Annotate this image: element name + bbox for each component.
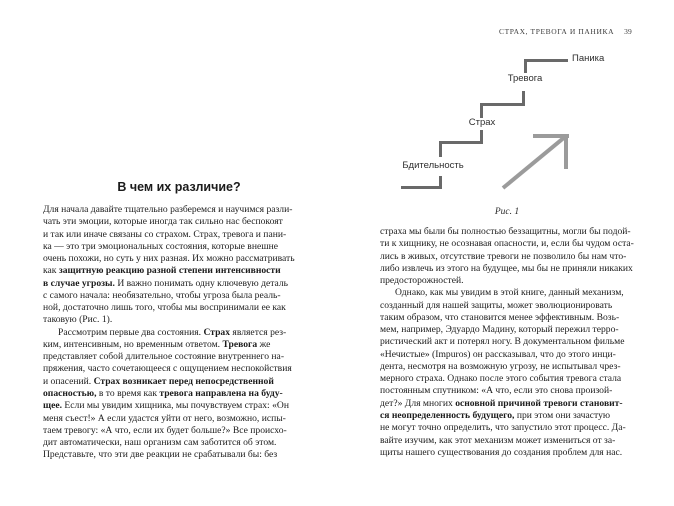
text-line — [43, 425, 315, 437]
text-run: является рез- — [230, 326, 287, 338]
text-run: созданный для нашей защиты, может эволюционировать — [380, 299, 613, 311]
bold-text-run: защитную реакцию разной степени интенсивности — [58, 265, 281, 277]
text-line — [43, 327, 315, 339]
text-line — [43, 388, 315, 400]
text-line — [43, 363, 315, 375]
text-run: дет?» Для многих — [380, 397, 456, 409]
text-run: не могут точно определить, что запустило этот процесс. Да- — [380, 422, 626, 434]
text-run: лись в живых, отсутствие тревоги не позволило бы нам что- — [380, 250, 627, 262]
section-heading: В чем их различие? — [117, 180, 241, 194]
text-run: таким образом, что становится менее эффективным. Возь- — [380, 311, 620, 323]
text-line — [43, 400, 315, 412]
text-line — [380, 373, 638, 385]
text-run: предосторожностей. — [380, 275, 464, 287]
text-run: чать эти эмоции, которые иногда так сильно нас беспокоят — [43, 216, 283, 228]
text-line — [43, 339, 315, 351]
text-line — [380, 422, 638, 434]
bold-text-run: в случае угрозы. — [43, 277, 115, 289]
text-line — [380, 349, 638, 361]
text-run: и опасений. — [43, 375, 94, 387]
left-text-column — [43, 204, 315, 462]
text-line — [43, 437, 315, 449]
text-line — [43, 241, 315, 253]
text-line — [43, 413, 315, 425]
text-run: щиты нашего существования до создания проблем для нас. — [380, 446, 623, 458]
text-line — [380, 251, 638, 263]
staircase-segment — [439, 141, 483, 144]
bold-text-run: ся неопределенность будущего, — [380, 409, 515, 421]
text-run: при этом они зачастую — [514, 409, 611, 421]
bold-text-run: основной причиной тревоги становит- — [455, 397, 623, 409]
text-line — [43, 204, 315, 216]
text-run: очень похожи, но суть у них разная. Их можно рассматривать — [43, 253, 295, 265]
text-line — [380, 447, 638, 459]
text-run: мем, например, Эдуардо Мадину, который пережил терро- — [380, 324, 619, 336]
text-line — [380, 398, 638, 410]
text-line — [380, 275, 638, 287]
text-run: «Нечистые» (Impuros) он рассказывал, что до этого инци- — [380, 348, 616, 360]
text-run: либо извлечь из этого на будущее, мы бы не приняли никаких — [380, 262, 633, 274]
text-run: как — [43, 265, 59, 277]
bold-text-run: Страх — [203, 326, 231, 338]
bold-text-run: опасностью, — [43, 387, 97, 399]
text-line — [380, 324, 638, 336]
text-line — [380, 435, 638, 447]
text-run: страха мы были бы полностью беззащитны, могли бы подой- — [380, 226, 631, 237]
text-line — [380, 336, 638, 348]
figure-label-panic: Паника — [572, 53, 605, 64]
running-header-title: СТРАХ, ТРЕВОГА И ПАНИКА — [498, 27, 615, 36]
text-line — [43, 265, 315, 277]
figure-label-anxiety: Тревога — [507, 73, 543, 84]
text-run: ной, достаточно лишь того, чтобы мы воспринимали ее как — [43, 302, 286, 314]
staircase-segment — [524, 59, 568, 62]
text-run: Представьте, что эти две реакции не срабатывали бы: без — [43, 449, 278, 461]
figure-label-vigilance: Бдительность — [402, 160, 464, 171]
text-line — [43, 376, 315, 388]
text-run: И важно понимать одну ключевую деталь — [114, 277, 289, 289]
text-line — [43, 314, 315, 326]
arrow-head-right — [564, 134, 568, 169]
right-text-column — [380, 226, 638, 459]
staircase-segment — [401, 186, 442, 189]
staircase-figure — [390, 50, 630, 225]
text-run: Рассмотрим первые два состояния. — [58, 326, 204, 338]
text-run: дит автоматически, наш организм сам заботится об этом. — [43, 437, 277, 449]
text-run: вайте изучим, как этот механизм может измениться от за- — [380, 434, 616, 446]
text-line — [380, 263, 638, 275]
arrow-shaft — [502, 134, 568, 189]
page-number: 39 — [624, 27, 632, 36]
text-line — [43, 229, 315, 241]
text-run: Если мы увидим хищника, мы почувствуем страх: «Он — [62, 400, 289, 412]
figure-caption: Рис. 1 — [494, 207, 520, 217]
text-run: ти к хищнику, не осознавая опасности, и, если бы чудом оста- — [380, 238, 634, 250]
text-run: таем тревогу: «А что, если их будет больше?» Все происхо- — [43, 424, 287, 436]
figure-label-fear: Страх — [468, 117, 496, 128]
text-run: Для начала давайте тщательно разберемся и научимся разли- — [43, 204, 293, 215]
text-line — [43, 290, 315, 302]
staircase-segment — [480, 103, 525, 106]
text-line — [380, 287, 638, 299]
text-line — [380, 385, 638, 397]
staircase-segment — [522, 91, 525, 106]
text-run: постоянным спутником: «А что, если это снова произой- — [380, 385, 613, 397]
text-line — [380, 410, 638, 422]
text-run: ристический акт и потерял ногу. В документальном фильме — [380, 336, 625, 348]
text-run: пряжения, часто сочетающееся с ощущением неспокойствия — [43, 363, 292, 375]
text-line — [43, 351, 315, 363]
text-line — [43, 449, 315, 461]
text-run: ким, интенсивным, но временным ответом. — [43, 338, 223, 350]
text-run: в то время как — [96, 387, 160, 399]
bold-text-run: Тревога — [222, 338, 258, 350]
text-run: Однако, как мы увидим в этой книге, данный механизм, — [395, 287, 624, 299]
staircase-segment — [439, 176, 442, 189]
text-line — [380, 238, 638, 250]
text-line — [43, 216, 315, 228]
text-line — [43, 253, 315, 265]
text-run: мерного страха. Однако после этого события тревога стала — [380, 373, 622, 385]
text-line — [380, 300, 638, 312]
bold-text-run: тревога направлена на буду- — [159, 387, 283, 399]
staircase-segment — [480, 130, 483, 144]
running-header — [499, 27, 632, 36]
text-run: таковую (Рис. 1). — [43, 314, 113, 326]
text-run: меня съест!» А если удастся уйти от него, возможно, испы- — [43, 412, 286, 424]
text-line — [380, 361, 638, 373]
text-line — [43, 302, 315, 314]
text-line — [43, 278, 315, 290]
text-run: ка — это три эмоциональных состояния, которые внешне — [43, 240, 278, 252]
text-run: с самого начала: необязательно, чтобы угроза была реаль- — [43, 289, 281, 301]
text-run: же — [257, 338, 271, 350]
text-line — [380, 226, 638, 238]
text-line — [380, 312, 638, 324]
text-run: представляет собой длительное состояние внутреннего на- — [43, 351, 285, 363]
bold-text-run: щее. — [43, 400, 63, 412]
bold-text-run: Страх возникает перед непосредственной — [93, 375, 274, 387]
text-run: и так или иначе связаны со страхом. Страх, тревога и пани- — [43, 228, 287, 240]
text-run: дента, несмотря на возможную угрозу, не испытывал чрез- — [380, 360, 621, 372]
